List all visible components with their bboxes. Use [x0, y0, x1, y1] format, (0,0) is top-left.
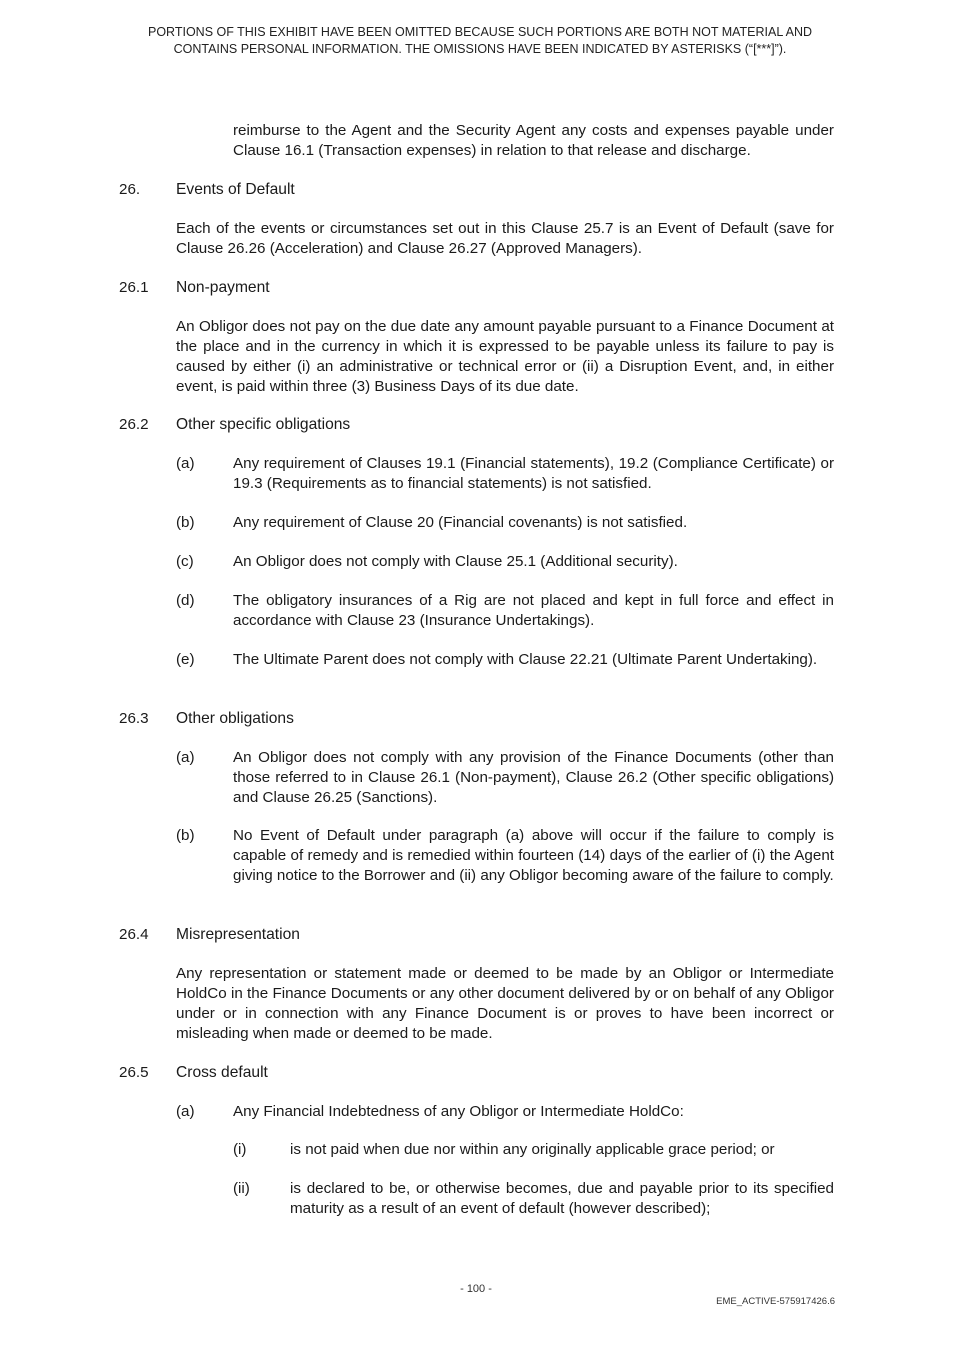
clause-26-4-paragraph: Any representation or statement made or deemed to be made by an Obligor or Intermediate HoldCo in the Finance Documents or any other document delivered by or on behalf of any Obligor under or in connection with any Finance Document is or proves to have been incorrect or misleading when made or deemed to be made.	[176, 965, 834, 1042]
clause-26-4-heading: Misrepresentation	[176, 926, 300, 943]
continuation-paragraph: reimburse to the Agent and the Security Agent any costs and expenses payable under Clause 16.1 (Transaction expenses) in relation to that release and discharge.	[233, 122, 834, 159]
clause-26-2-c-text: An Obligor does not comply with Clause 25.1 (Additional security).	[233, 553, 678, 570]
clause-26-2-c-label: (c)	[176, 553, 194, 570]
clause-26-5-heading: Cross default	[176, 1064, 268, 1081]
clause-26-2-heading: Other specific obligations	[176, 416, 351, 433]
clause-26-4-number: 26.4	[119, 926, 149, 943]
document-reference: EME_ACTIVE-575917426.6	[716, 1296, 835, 1307]
clause-26-5-a-ii-label: (ii)	[233, 1180, 250, 1197]
clause-26-2-b-label: (b)	[176, 514, 195, 531]
header-line-2: CONTAINS PERSONAL INFORMATION. THE OMISSIONS HAVE BEEN INDICATED BY ASTERISKS (“[***]”).	[173, 42, 787, 56]
clause-26-5-number: 26.5	[119, 1064, 149, 1081]
clause-26-3-number: 26.3	[119, 710, 149, 727]
clause-26-2-number: 26.2	[119, 416, 149, 433]
clause-26-number: 26.	[119, 181, 141, 198]
clause-26-2-e-text: The Ultimate Parent does not comply with Clause 22.21 (Ultimate Parent Undertaking).	[233, 651, 818, 668]
page-number: - 100 -	[460, 1283, 492, 1295]
clause-26-2-b-text: Any requirement of Clause 20 (Financial covenants) is not satisfied.	[233, 514, 688, 531]
clause-26-1-heading: Non-payment	[176, 279, 270, 296]
clause-26-3-b-label: (b)	[176, 827, 195, 844]
clause-26-3-b-text: No Event of Default under paragraph (a) above will occur if the failure to comply is capable of remedy and is remedied within fourteen (14) days of the earlier of (i) the Agent giving notice to the Borrower and (ii) any Obligor becoming aware of the failure to comply.	[233, 827, 834, 884]
clause-26-2-a-label: (a)	[176, 455, 195, 472]
clause-26-2-d-label: (d)	[176, 592, 195, 609]
clause-26-2-d-text: The obligatory insurances of a Rig are not placed and kept in full force and effect in accordance with Clause 23 (Insurance Undertakings).	[233, 592, 834, 629]
clause-26-1-number: 26.1	[119, 279, 149, 296]
clause-26-2-a-text: Any requirement of Clauses 19.1 (Financial statements), 19.2 (Compliance Certificate) or 19.3 (Requirements as to financial statements) is not satisfied.	[233, 455, 834, 492]
clause-26-2-e-label: (e)	[176, 651, 195, 668]
clause-26-1-paragraph: An Obligor does not pay on the due date any amount payable pursuant to a Finance Document at the place and in the currency in which it is expressed to be payable unless its failure to pay is caused by either (i) an administrative or technical error or (ii) a Disruption Event, and, in either event, is paid within three (3) Business Days of its due date.	[176, 318, 834, 395]
clause-26-3-a-text: An Obligor does not comply with any provision of the Finance Documents (other than those referred to in Clause 26.1 (Non-payment), Clause 26.2 (Other specific obligations) and Clause 26.25 (Sanctions).	[233, 749, 834, 806]
clause-26-5-a-label: (a)	[176, 1103, 195, 1120]
clause-26-5-a-i-label: (i)	[233, 1141, 247, 1158]
clause-26-3-heading: Other obligations	[176, 710, 294, 727]
clause-26-paragraph: Each of the events or circumstances set out in this Clause 25.7 is an Event of Default (save for Clause 26.26 (Acceleration) and Clause 26.27 (Approved Managers).	[176, 220, 834, 257]
clause-26-3-a-label: (a)	[176, 749, 195, 766]
omission-notice-header	[120, 24, 840, 58]
clause-26-5-a-i-text: is not paid when due nor within any originally applicable grace period; or	[290, 1141, 775, 1158]
clause-26-5-a-ii-text: is declared to be, or otherwise becomes, due and payable prior to its specified maturity as a result of an event of default (however described);	[290, 1180, 834, 1217]
header-line-1: PORTIONS OF THIS EXHIBIT HAVE BEEN OMITTED BECAUSE SUCH PORTIONS ARE BOTH NOT MATERIAL AND	[147, 25, 812, 39]
clause-26-5-a-text: Any Financial Indebtedness of any Obligor or Intermediate HoldCo:	[233, 1103, 684, 1120]
clause-26-heading: Events of Default	[176, 181, 295, 198]
